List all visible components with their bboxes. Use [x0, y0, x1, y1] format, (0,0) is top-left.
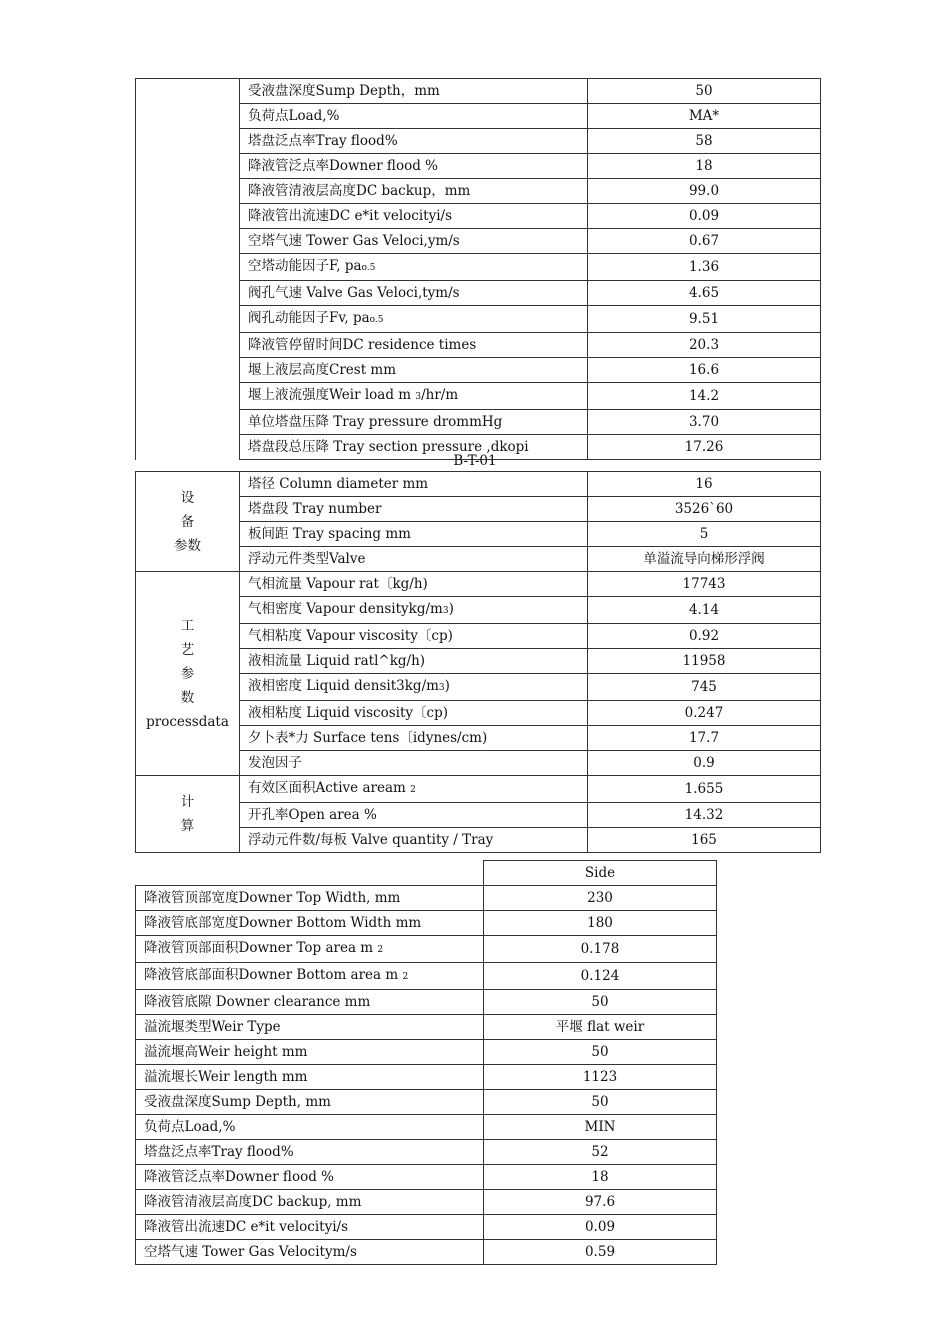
row-label-text: 受液盘深度Sump Depth, mm [144, 1094, 331, 1110]
row-label-text: 气相密度 Vapour densitykg/m [248, 601, 443, 617]
row-label-suffix: /hr/m [421, 387, 459, 403]
unit-subscript: 3 [438, 683, 445, 693]
row-label-text: 堰上液层高度Crest mm [248, 362, 397, 378]
row-label-text: 降液管出流速DC e*it velocityi/s [144, 1219, 349, 1235]
row-label [240, 701, 588, 726]
row-label-text: 溢流堰类型Weir Type [144, 1019, 281, 1035]
row-value: 单溢流导向梯形浮阀 [588, 547, 821, 572]
unit-subscript: 2 [402, 972, 409, 982]
row-label-text: 液相流量 Liquid ratl^kg/h) [248, 653, 426, 669]
row-label [240, 358, 588, 383]
row-label [240, 333, 588, 358]
row-label [136, 936, 484, 963]
row-label-text: 降液管泛点率Downer flood % [248, 158, 438, 174]
row-value: 平堰 flat weir [484, 1015, 717, 1040]
row-label-text: 夕卜表*力 Surface tens〔idynes/cm) [248, 730, 488, 746]
row-label [240, 803, 588, 828]
row-label [240, 497, 588, 522]
row-value: 17743 [588, 572, 821, 597]
row-label [240, 104, 588, 129]
row-label [136, 1190, 484, 1215]
row-label-text: 溢流堰长Weir length mm [144, 1069, 308, 1085]
table-row [136, 1065, 717, 1090]
row-label-text: 有效区面积Active aream [248, 780, 411, 796]
row-value: 0.59 [484, 1240, 717, 1265]
row-label-text: 降液管底隙 Downer clearance mm [144, 994, 371, 1010]
row-label [136, 1165, 484, 1190]
row-label [136, 1065, 484, 1090]
row-label [240, 572, 588, 597]
row-value: 1.655 [588, 776, 821, 803]
row-label [240, 472, 588, 497]
row-label-text: 降液管清液层高度DC backup，mm [248, 183, 471, 199]
row-label-text: 降液管出流速DC e*it velocityi/s [248, 208, 453, 224]
row-label [240, 597, 588, 624]
row-label [240, 435, 588, 460]
row-label [240, 383, 588, 410]
group-label-line: 参数 [174, 537, 201, 554]
row-value: 50 [484, 1040, 717, 1065]
row-label-text: 负荷点Load,% [144, 1119, 236, 1135]
row-value: 99.0 [588, 179, 821, 204]
row-label-text: 单位塔盘压降 Tray pressure drommHg [248, 414, 503, 430]
row-label-text: 空塔动能因子F, pa [248, 258, 362, 274]
row-label-text: 负荷点Load,% [248, 108, 340, 124]
row-value: 4.65 [588, 281, 821, 306]
row-value: 18 [588, 154, 821, 179]
table-row [136, 472, 821, 497]
table-row [136, 572, 821, 597]
row-value: 230 [484, 886, 717, 911]
row-value: 17.26 [588, 435, 821, 460]
row-value: 9.51 [588, 306, 821, 333]
row-label [240, 726, 588, 751]
row-label [136, 911, 484, 936]
row-label-text: 塔径 Column diameter mm [248, 476, 429, 492]
row-label [240, 751, 588, 776]
row-label-text: 空塔气速 Tower Gas Veloci,ym/s [248, 233, 460, 249]
table-row [136, 79, 821, 104]
blank-group-cell [136, 79, 240, 460]
row-label-text: 溢流堰高Weir height mm [144, 1044, 308, 1060]
group-label-line: 艺 [180, 641, 195, 658]
row-label-text: 阀孔气速 Valve Gas Veloci,tym/s [248, 285, 460, 301]
row-value: 0.09 [588, 204, 821, 229]
row-label-text: 塔盘泛点率Tray flood% [248, 133, 398, 149]
row-label [136, 1115, 484, 1140]
row-label-text: 液相粘度 Liquid viscosity〔cp) [248, 705, 448, 721]
column-parameters-table [135, 471, 821, 853]
row-label [240, 154, 588, 179]
table-row [136, 1165, 717, 1190]
row-label-text: 堰上液流强度Weir load m [248, 387, 416, 403]
row-value: 14.2 [588, 383, 821, 410]
header-row [136, 861, 717, 886]
unit-subscript: o.5 [369, 315, 384, 325]
row-label [240, 254, 588, 281]
row-label-text: 降液管顶部面积Downer Top area m [144, 940, 378, 956]
row-value: 0.92 [588, 624, 821, 649]
group-label-line: 参 [180, 665, 195, 682]
row-label-text: 降液管底部宽度Downer Bottom Width mm [144, 915, 422, 931]
row-value: 20.3 [588, 333, 821, 358]
table-row [136, 963, 717, 990]
row-label [240, 828, 588, 853]
row-label-text: 浮动元件类型Valve [248, 551, 366, 567]
table-row [136, 990, 717, 1015]
table-row [136, 886, 717, 911]
table-row [136, 776, 821, 803]
table-row [136, 1090, 717, 1115]
group-label-line: 工 [180, 617, 195, 634]
table-row [136, 1040, 717, 1065]
row-label-text: 降液管停留时间DC residence times [248, 337, 477, 353]
table-row [136, 911, 717, 936]
row-value: 180 [484, 911, 717, 936]
row-label-text: 降液管底部面积Downer Bottom area m [144, 967, 403, 983]
downcomer-table [135, 860, 717, 1265]
row-label [136, 886, 484, 911]
table-row [136, 1240, 717, 1265]
row-label-text: 气相流量 Vapour rat〔kg/h) [248, 576, 428, 592]
row-value: 1.36 [588, 254, 821, 281]
row-label [240, 306, 588, 333]
row-label-text: 板间距 Tray spacing mm [248, 526, 411, 542]
row-value: 0.9 [588, 751, 821, 776]
row-value: 5 [588, 522, 821, 547]
row-value: 0.67 [588, 229, 821, 254]
group-label-line: processdata [146, 713, 229, 730]
row-value: 0.124 [484, 963, 717, 990]
group-label-line: 计 [180, 794, 195, 810]
row-value: 1123 [484, 1065, 717, 1090]
row-label-text: 塔盘段总压降 Tray section pressure ,dkopi [248, 439, 529, 455]
row-label [136, 1215, 484, 1240]
table-row [136, 936, 717, 963]
row-label [240, 229, 588, 254]
row-value: 52 [484, 1140, 717, 1165]
row-label [240, 674, 588, 701]
tray-results-table-top [135, 78, 821, 460]
unit-subscript: o.5 [361, 263, 376, 273]
row-value: 50 [484, 1090, 717, 1115]
calculation-group-label [136, 776, 240, 853]
row-label-suffix: ) [448, 601, 454, 617]
row-label [136, 1240, 484, 1265]
row-label-text: 受液盘深度Sump Depth，mm [248, 83, 440, 99]
row-label [240, 410, 588, 435]
row-label [136, 1040, 484, 1065]
row-value: 745 [588, 674, 821, 701]
row-label-text: 降液管清液层高度DC backup, mm [144, 1194, 362, 1210]
unit-subscript: 3 [415, 392, 422, 402]
table-caption: B-T-01 [453, 453, 497, 469]
row-label-text: 降液管顶部宽度Downer Top Width, mm [144, 890, 401, 906]
row-label [136, 1015, 484, 1040]
row-label [136, 1140, 484, 1165]
row-value: 0.178 [484, 936, 717, 963]
row-label [240, 204, 588, 229]
table-row [136, 1015, 717, 1040]
group-label-line: 设 [180, 489, 195, 506]
row-label-text: 发泡因子 [248, 755, 302, 771]
row-label-text: 液相密度 Liquid densit3kg/m [248, 678, 439, 694]
row-value: 16 [588, 472, 821, 497]
header-blank [136, 861, 484, 886]
unit-subscript: 2 [410, 785, 416, 795]
row-label [240, 129, 588, 154]
row-label-text: 塔盘段 Tray number [248, 501, 382, 517]
row-label-text: 阀孔动能因子Fv, pa [248, 310, 370, 326]
row-value: MIN [484, 1115, 717, 1140]
row-value: 165 [588, 828, 821, 853]
row-value: 0.247 [588, 701, 821, 726]
side-header: Side [484, 861, 717, 886]
row-value: 18 [484, 1165, 717, 1190]
row-value: MA* [588, 104, 821, 129]
row-value: 50 [484, 990, 717, 1015]
row-label-suffix: ) [444, 678, 450, 694]
row-value: 3.70 [588, 410, 821, 435]
row-value: 11958 [588, 649, 821, 674]
row-value: 3526`60 [588, 497, 821, 522]
equipment-group-label [136, 472, 240, 572]
group-label-line: 算 [180, 818, 195, 834]
unit-subscript: 2 [377, 945, 384, 955]
row-value: 0.09 [484, 1215, 717, 1240]
row-label [136, 1090, 484, 1115]
row-label [240, 522, 588, 547]
row-label [240, 776, 588, 803]
row-label [240, 649, 588, 674]
row-value: 16.6 [588, 358, 821, 383]
process-group-label [136, 572, 240, 776]
row-label [240, 547, 588, 572]
row-value: 58 [588, 129, 821, 154]
row-label-text: 开孔率Open area % [248, 807, 377, 823]
row-value: 50 [588, 79, 821, 104]
row-label [136, 990, 484, 1015]
row-label-text: 塔盘泛点率Tray flood% [144, 1144, 294, 1160]
table-row [136, 1140, 717, 1165]
row-label [240, 79, 588, 104]
row-label [136, 963, 484, 990]
row-value: 4.14 [588, 597, 821, 624]
unit-subscript: 3 [442, 606, 449, 616]
row-label-text: 空塔气速 Tower Gas Velocitym/s [144, 1244, 357, 1260]
group-label-line: 数 [180, 689, 195, 706]
table-row [136, 1215, 717, 1240]
row-value: 14.32 [588, 803, 821, 828]
row-label-text: 气相粘度 Vapour viscosity〔cp) [248, 628, 453, 644]
table-row [136, 1190, 717, 1215]
row-label [240, 624, 588, 649]
row-value: 17.7 [588, 726, 821, 751]
row-label-text: 降液管泛点率Downer flood % [144, 1169, 334, 1185]
row-label-text: 浮动元件数/每板 Valve quantity / Tray [248, 832, 494, 848]
group-label-line: 备 [180, 513, 195, 530]
row-label [240, 179, 588, 204]
row-label [240, 281, 588, 306]
row-value: 97.6 [484, 1190, 717, 1215]
table-row [136, 1115, 717, 1140]
